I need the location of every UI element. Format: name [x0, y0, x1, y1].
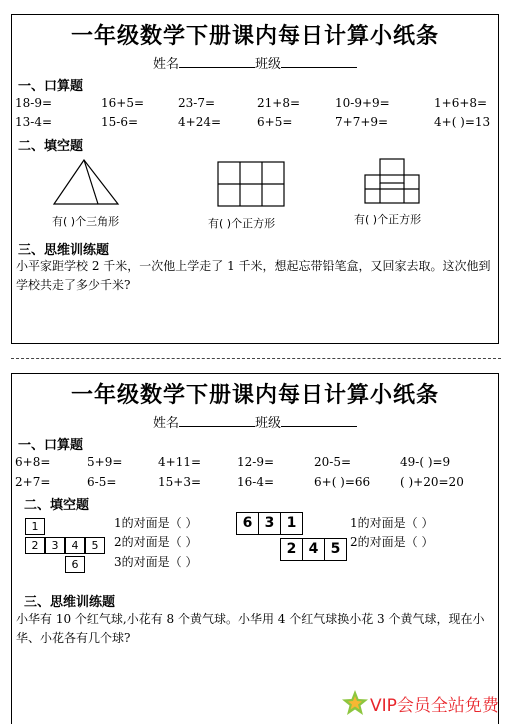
calc-item: 18-9=: [15, 96, 53, 110]
word-problem: 小平家距学校 2 千米，一次他上学走了 1 千米，想起忘带铅笔盒，又回家去取。这次他到学校共走了多少千米?: [16, 259, 491, 292]
calc-item: 20-5=: [314, 455, 352, 469]
class-label: 班级: [255, 416, 282, 431]
star-icon: [340, 688, 370, 718]
triangle-figure: [52, 158, 122, 208]
worksheet-card-1: [11, 14, 499, 344]
calc-item: 7+7+9=: [335, 115, 389, 129]
class-blank: [281, 55, 357, 68]
calc-item: 1+6+8=: [434, 96, 488, 110]
calc-item: 16+5=: [101, 96, 145, 110]
worksheet-card-2: [11, 373, 499, 724]
name-blank: [179, 55, 255, 68]
section-fill-blank: 二、填空题: [18, 139, 84, 154]
name-label: 姓名: [152, 57, 179, 72]
section-thinking: 三、思维训练题: [24, 595, 116, 610]
net-cell: 4: [65, 537, 85, 554]
overlap-squares-figure: [364, 158, 422, 208]
triangle-caption: 有( )个三角形: [52, 215, 120, 228]
name-label: 姓名: [152, 416, 179, 431]
name-class-row: [12, 412, 498, 431]
opposite-face-question: 2的对面是（ ）: [350, 535, 434, 549]
calc-item: ( )+20=20: [400, 475, 464, 489]
grid-squares-caption: 有( )个正方形: [208, 217, 276, 230]
vip-text: VIP会员全站免费: [370, 696, 499, 716]
section-oral-calc: 一、口算题: [18, 438, 84, 453]
section-fill-blank: 二、填空题: [24, 498, 90, 513]
calc-item: 12-9=: [237, 455, 275, 469]
worksheet-title: 一年级数学下册课内每日计算小纸条: [70, 23, 439, 49]
net-cell: 1: [25, 518, 45, 535]
calc-item: 15+3=: [158, 475, 202, 489]
net-cell: 6: [236, 512, 259, 535]
name-class-row: [12, 53, 498, 72]
calc-item: 2+7=: [15, 475, 51, 489]
class-blank: [281, 414, 357, 427]
calc-item: 5+9=: [87, 455, 123, 469]
section-oral-calc: 一、口算题: [18, 79, 84, 94]
calc-item: 13-4=: [15, 115, 53, 129]
word-problem: 小华有 10 个红气球,小花有 8 个黄气球。小华用 4 个红气球换小花 3 个黄气球，现在小华、小花各有几个球?: [16, 612, 485, 645]
calc-item: 4+( )=13: [434, 115, 491, 129]
net-cell: 3: [258, 512, 281, 535]
net-cell: 5: [324, 538, 347, 561]
section-thinking: 三、思维训练题: [18, 243, 110, 258]
calc-item: 6+( )=66: [314, 475, 371, 489]
net-cell: 2: [280, 538, 303, 561]
calc-item: 10-9+9=: [335, 96, 390, 110]
calc-item: 21+8=: [257, 96, 301, 110]
overlap-squares-caption: 有( )个正方形: [354, 213, 422, 226]
calc-item: 49-( )=9: [400, 455, 451, 469]
net-cell: 6: [65, 556, 85, 573]
calc-item: 15-6=: [101, 115, 139, 129]
net-cell: 3: [45, 537, 65, 554]
net-cell: 4: [302, 538, 325, 561]
net-cell: 2: [25, 537, 45, 554]
name-blank: [179, 414, 255, 427]
class-label: 班级: [255, 57, 282, 72]
cut-line: [11, 358, 501, 359]
opposite-face-question: 1的对面是（ ）: [350, 516, 434, 530]
calc-item: 4+24=: [178, 115, 222, 129]
vip-watermark[interactable]: [336, 684, 519, 724]
worksheet-title: 一年级数学下册课内每日计算小纸条: [70, 382, 439, 408]
net-cell: 1: [280, 512, 303, 535]
opposite-face-question: 2的对面是（ ）: [114, 535, 198, 549]
opposite-face-question: 3的对面是（ ）: [114, 555, 198, 569]
calc-item: 6-5=: [87, 475, 117, 489]
calc-item: 6+8=: [15, 455, 51, 469]
opposite-face-question: 1的对面是（ ）: [114, 516, 198, 530]
calc-item: 6+5=: [257, 115, 293, 129]
net-cell: 5: [85, 537, 105, 554]
calc-item: 4+11=: [158, 455, 202, 469]
grid-squares-figure: [217, 161, 287, 211]
calc-item: 16-4=: [237, 475, 275, 489]
calc-item: 23-7=: [178, 96, 216, 110]
